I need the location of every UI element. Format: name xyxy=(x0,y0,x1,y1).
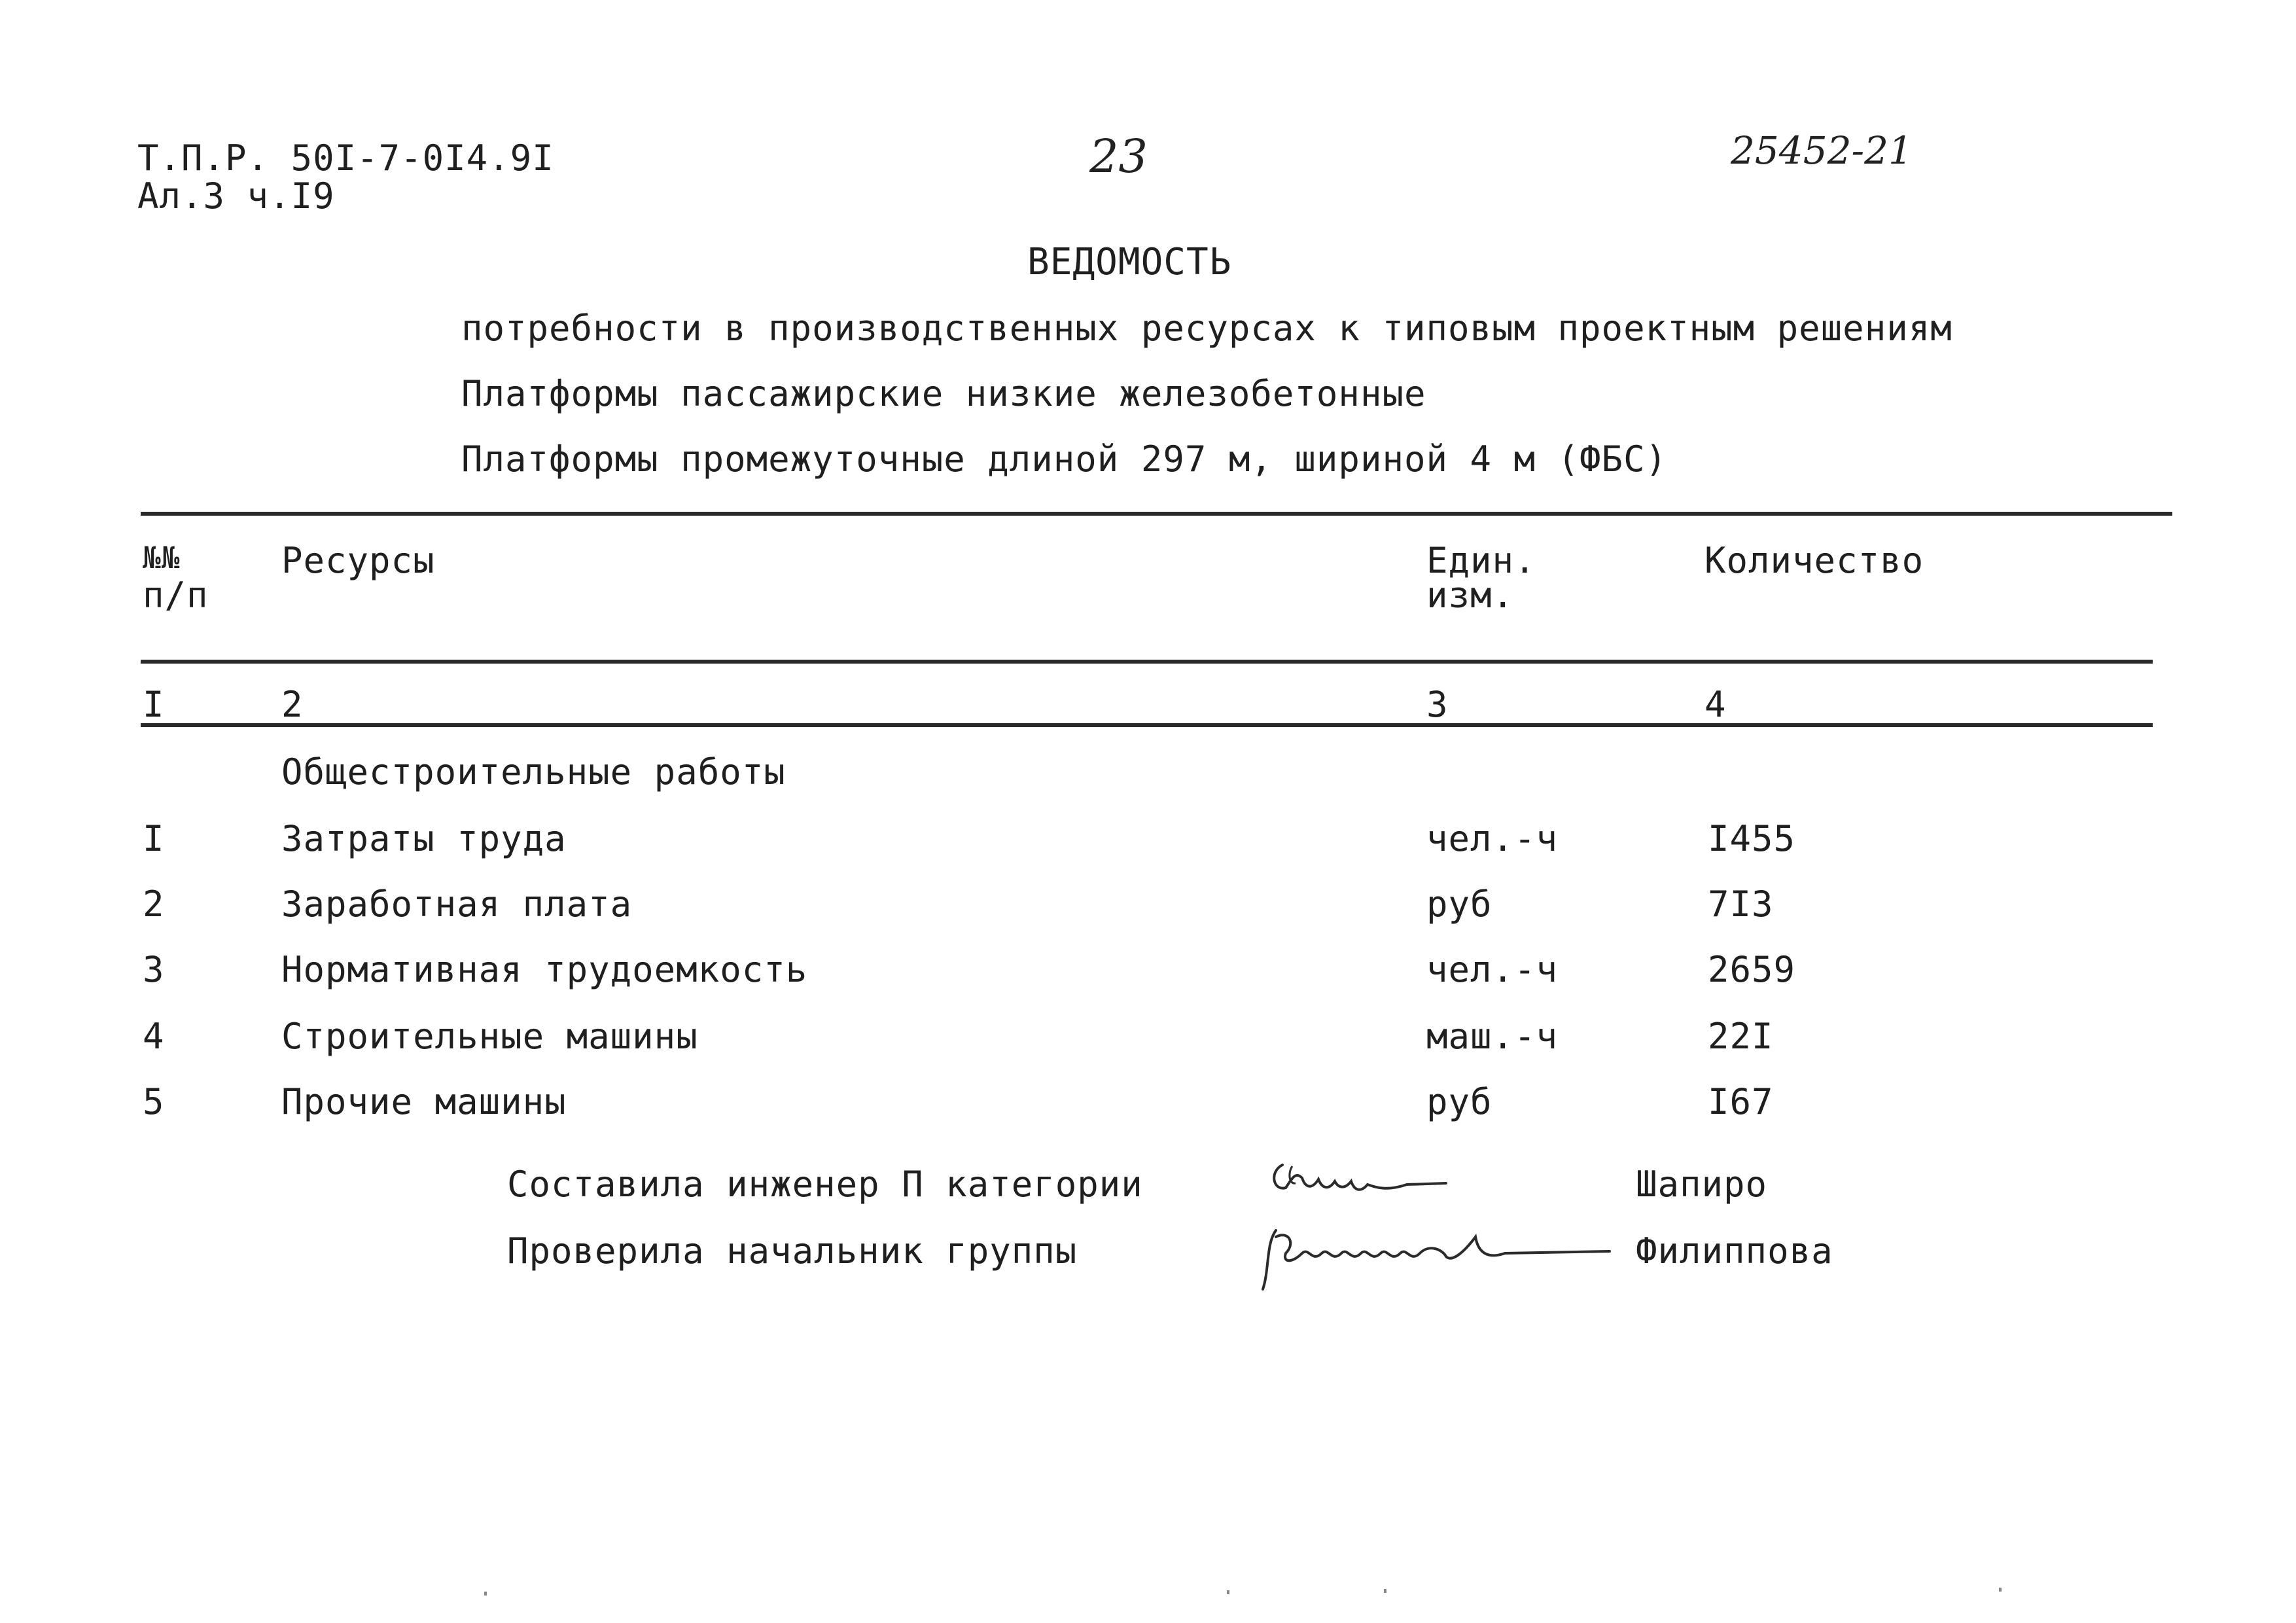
row-unit: руб xyxy=(1426,1081,1492,1122)
scan-speck xyxy=(1227,1590,1229,1594)
row-quantity: I455 xyxy=(1708,818,1796,859)
handwritten-signature-filippova xyxy=(1256,1217,1623,1296)
header-unit-line1: Един. xyxy=(1426,540,1536,581)
row-resource: Нормативная трудоемкость xyxy=(281,949,808,990)
header-num-line2: п/п xyxy=(143,575,209,616)
row-unit: чел.-ч xyxy=(1426,818,1559,859)
row-number: 2 xyxy=(143,883,165,925)
subtitle-line-2: Платформы пассажирские низкие железобетонные xyxy=(461,373,1426,414)
scan-speck xyxy=(484,1592,487,1596)
row-number: 3 xyxy=(143,949,165,990)
subtitle-line-1: потребности в производственных ресурсах к типовым проектным решениям xyxy=(461,308,1952,349)
header-unit-line2: изм. xyxy=(1426,575,1515,616)
inventory-number: 25452-21 xyxy=(1731,128,1913,173)
signer-name-shapiro: Шапиро xyxy=(1636,1164,1768,1205)
scan-speck xyxy=(1384,1589,1386,1593)
header-num-line1: №№ xyxy=(143,540,181,575)
signer-role-compiled: Составила инженер П категории xyxy=(507,1164,1143,1205)
row-number: 5 xyxy=(143,1081,165,1122)
row-unit: чел.-ч xyxy=(1426,949,1559,990)
row-quantity: I67 xyxy=(1708,1081,1774,1122)
album-reference: Ал.3 ч.I9 xyxy=(137,175,335,217)
header-resources: Ресурсы xyxy=(281,540,435,581)
table-header-rule xyxy=(141,660,2153,664)
row-quantity: 2659 xyxy=(1708,949,1796,990)
header-quantity: Количество xyxy=(1704,540,1924,581)
row-resource: Строительные машины xyxy=(281,1016,698,1057)
row-quantity: 7I3 xyxy=(1708,883,1774,925)
handwritten-signature-shapiro xyxy=(1256,1152,1466,1211)
column-number-2: 2 xyxy=(281,684,304,725)
document-title: ВЕДОМОСТЬ xyxy=(1027,241,1232,283)
row-unit: маш.-ч xyxy=(1426,1016,1559,1057)
page-number: 23 xyxy=(1089,130,1148,183)
section-title: Общестроительные работы xyxy=(281,751,786,793)
signer-name-filippova: Филиппова xyxy=(1636,1230,1833,1272)
document-code: Т.П.Р. 50I-7-0I4.9I xyxy=(137,137,554,179)
column-number-4: 4 xyxy=(1704,684,1727,725)
row-number: 4 xyxy=(143,1016,165,1057)
signer-role-checked: Проверила начальник группы xyxy=(507,1230,1078,1272)
column-numbers-rule xyxy=(141,723,2153,727)
row-resource: Прочие машины xyxy=(281,1081,567,1122)
column-number-3: 3 xyxy=(1426,684,1449,725)
row-quantity: 22I xyxy=(1708,1016,1774,1057)
column-number-1: I xyxy=(143,684,165,725)
row-resource: Затраты труда xyxy=(281,818,567,859)
row-number: I xyxy=(143,818,165,859)
scan-speck xyxy=(1999,1588,2002,1592)
subtitle-line-3: Платформы промежуточные длиной 297 м, шириной 4 м (ФБС) xyxy=(461,438,1668,480)
row-unit: руб xyxy=(1426,883,1492,925)
table-top-rule xyxy=(141,512,2172,516)
row-resource: Заработная плата xyxy=(281,883,633,925)
